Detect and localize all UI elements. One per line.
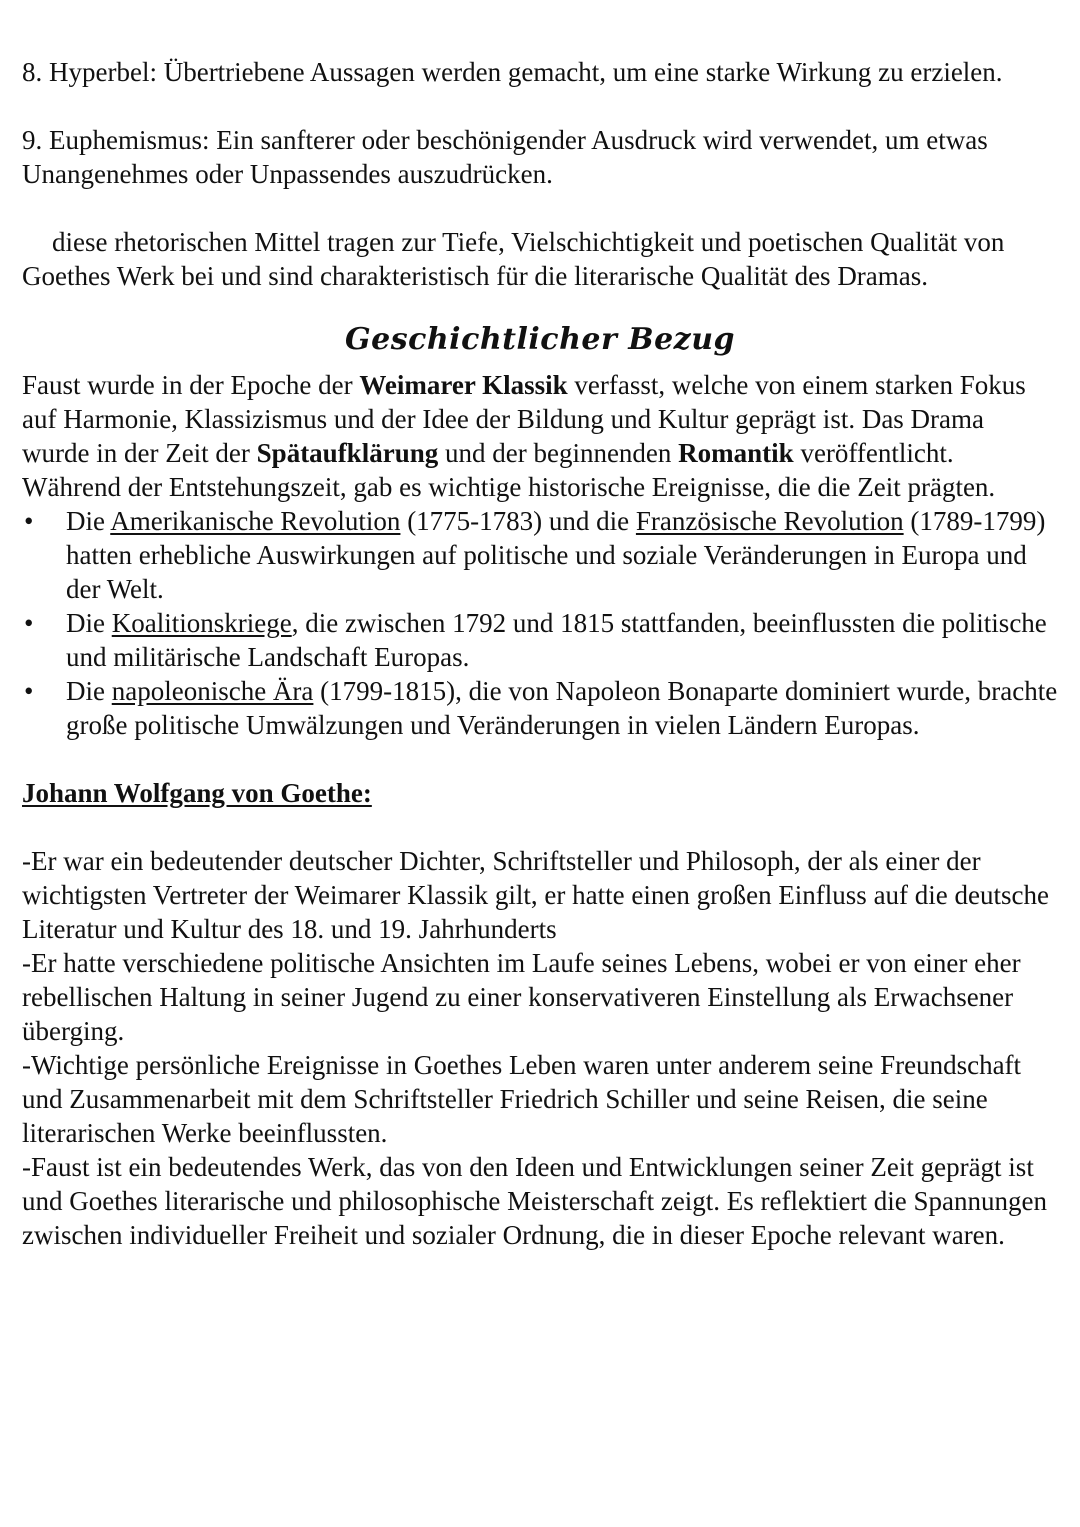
bullet-icon: • bbox=[24, 608, 34, 638]
text-run: Faust wurde in der Epoche der bbox=[22, 370, 360, 400]
spacer bbox=[22, 89, 1058, 123]
bullet-icon: • bbox=[24, 676, 34, 706]
list-item-revolutions bbox=[22, 504, 1058, 606]
goethe-paragraph-4: -Faust ist ein bedeutendes Werk, das von den Ideen und Entwicklungen seiner Zeit geprägt ist und Goethes literarische und philosophische Meisterschaft zeigt. Es reflektiert die Spannungen zwischen individueller Freiheit und sozialer Ordnung, die in dieser Epoche relevant waren. bbox=[22, 1152, 1047, 1250]
underlined-napoleonische-aera: napoleonische Ära bbox=[111, 676, 314, 706]
list-item-euphemismus: 9. Euphemismus: Ein sanfterer oder beschönigender Ausdruck wird verwendet, um etwas Unangenehmes oder Unpassendes auszudrücken. bbox=[22, 125, 988, 189]
emphasis-spaetaufklaerung: Spätaufklärung bbox=[256, 438, 439, 468]
text-run: verfasst, welche von einem starken Fokus auf Harmonie, Klassizismus und der Idee der Bildung und Kultur geprägt ist. Das Drama wurde in der Zeit der bbox=[22, 370, 1026, 468]
document-page bbox=[22, 55, 1058, 1252]
text-run: und der beginnenden bbox=[438, 438, 679, 468]
goethe-paragraph-3: -Wichtige persönliche Ereignisse in Goethes Leben waren unter anderem seine Freundschaft und Zusammenarbeit mit dem Schriftsteller Friedrich Schiller und seine Reisen, die seine literarischen Werke beeinflussten. bbox=[22, 1050, 1022, 1148]
underlined-franzoesische-revolution: Französische Revolution bbox=[635, 506, 904, 536]
text-run: (1775-1783) und die bbox=[400, 506, 636, 536]
list-item-napoleon bbox=[22, 674, 1058, 742]
section-heading-goethe: Johann Wolfgang von Goethe: bbox=[22, 778, 372, 808]
text-run: , die zwischen 1792 und 1815 stattfanden, beeinflussten die politische und militärische Landschaft Europas. bbox=[66, 608, 1047, 672]
list-item-hyperbel: 8. Hyperbel: Übertriebene Aussagen werden gemacht, um eine starke Wirkung zu erzielen. bbox=[22, 57, 1003, 87]
events-list bbox=[22, 504, 1058, 742]
underlined-koalitionskriege: Koalitionskriege bbox=[111, 608, 292, 638]
text-run: Die bbox=[66, 676, 112, 706]
text-run: (1789-1799) hatten erhebliche Auswirkungen auf politische und soziale Veränderungen in Europa und der Welt. bbox=[66, 506, 1046, 604]
goethe-paragraph-1: -Er war ein bedeutender deutscher Dichter, Schriftsteller und Philosoph, der als einer der wichtigsten Vertreter der Weimarer Klassik gilt, er hatte einen großen Einfluss auf die deutsche Literatur und Kultur des 18. und 19. Jahrhunderts bbox=[22, 846, 1049, 944]
text-run: Die bbox=[66, 608, 112, 638]
emphasis-weimarer-klassik: Weimarer Klassik bbox=[359, 370, 568, 400]
list-item-koalitionskriege bbox=[22, 606, 1058, 674]
summary-paragraph: diese rhetorischen Mittel tragen zur Tiefe, Vielschichtigkeit und poetischen Qualität von Goethes Werk bei und sind charakteristisch für die literarische Qualität des Dramas. bbox=[22, 227, 1005, 291]
emphasis-romantik: Romantik bbox=[678, 438, 794, 468]
text-run: Die bbox=[66, 506, 111, 536]
text-run: (1799-1815), die von Napoleon Bonaparte dominiert wurde, brachte große politische Umwälzungen und Veränderungen in vielen Ländern Europas. bbox=[66, 676, 1058, 740]
text-run: veröffentlicht. Während der Entstehungszeit, gab es wichtige historische Ereignisse, die die Zeit prägten. bbox=[22, 438, 996, 502]
spacer bbox=[22, 810, 1058, 844]
spacer bbox=[22, 742, 1058, 776]
bullet-icon: • bbox=[24, 506, 34, 536]
historical-paragraph bbox=[22, 368, 1058, 504]
goethe-paragraph-2: -Er hatte verschiedene politische Ansichten im Laufe seines Lebens, wobei er von einer eher rebellischen Haltung in seiner Jugend zu einer konservativeren Einstellung als Erwachsener überging. bbox=[22, 948, 1021, 1046]
section-title-historical: Geschichtlicher Bezug bbox=[345, 322, 735, 357]
spacer bbox=[22, 191, 1058, 225]
underlined-amerikanische-revolution: Amerikanische Revolution bbox=[110, 506, 401, 536]
